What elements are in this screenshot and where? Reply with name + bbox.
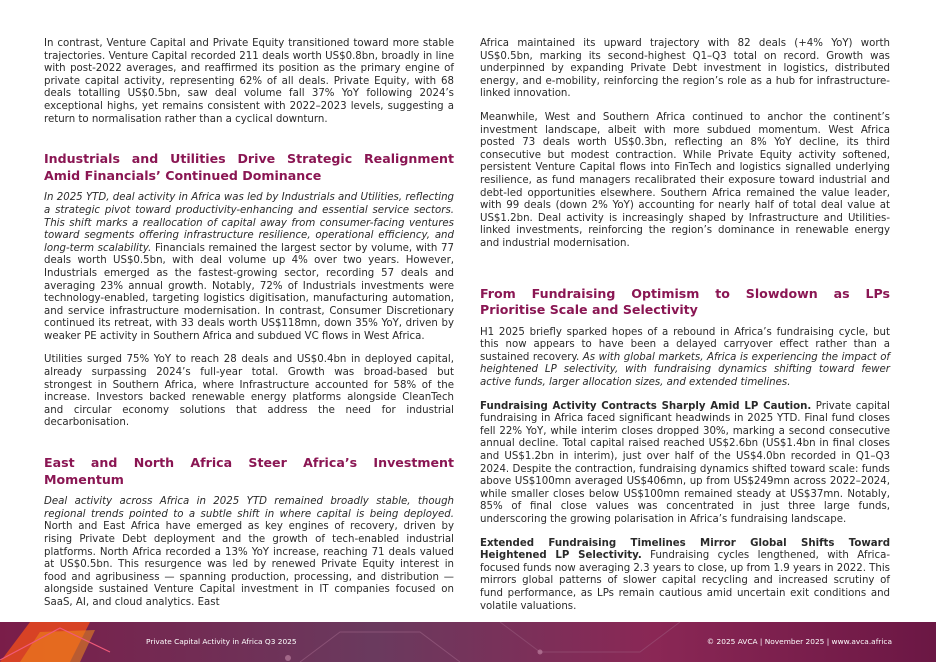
paragraph-fundraising-timelines-text: Fundraising cycles lengthened, with Africa-focused funds now averaging 2.3 years to close, up from 1.9 years in 2022. This mirrors global patterns of slower capital recycling and increased scrutiny of fund performance, as LPs remain cautious amid uncertain exit conditions and volatile valuations. — [480, 550, 890, 612]
footer-circuit-line — [300, 632, 460, 662]
paragraph-fundraising-contracts-bold: Fundraising Activity Contracts Sharply Amid LP Caution. — [480, 400, 812, 412]
paragraph-fundraising-text: H1 2025 briefly sparked hopes of a rebound in Africa’s fundraising cycle, but this now appears to have been a delayed carryover effect rather than a sustained recovery. — [480, 326, 890, 363]
footer-dot — [538, 650, 543, 655]
page-footer — [0, 622, 936, 662]
paragraph-utilities: Utilities surged 75% YoY to reach 28 deals and US$0.4bn in deployed capital, already surpassing 2024’s full-year total. Growth was broad-based but strongest in Southern Africa, where Infrastructure accounted for 58% of the increase. Investors backed renewable energy platforms alongside CleanTech and circular economy solutions that address the need for industrial decarbonisation. — [44, 354, 454, 429]
paragraph-east-africa: Africa maintained its upward trajectory with 82 deals (+4% YoY) worth US$0.5bn, marking its second-highest Q1–Q3 total on record. Growth was underpinned by expanding Private Debt investment in logistics, distributed energy, and e-mobility, reinforcing the region’s role as a hub for infrastructure-linked innovation. — [480, 38, 890, 100]
paragraph-regions-italic: Deal activity across Africa in 2025 YTD remained broadly stable, though regional trends pointed to a subtle shift in where capital is being deployed. — [44, 496, 454, 520]
footer-circuit-line — [500, 622, 680, 652]
paragraph-sectors-italic: In 2025 YTD, deal activity in Africa was led by Industrials and Utilities, reflecting a strategic pivot toward productivity-enhancing and essential service sectors. This shift marks a reallocation of capital away from consumer-facing ventures toward segments offering infrastructure resilience, operational efficiency, and long-term scalability. — [44, 192, 454, 254]
right-column — [480, 38, 890, 624]
spacer — [44, 137, 454, 151]
paragraph-sectors-text: Financials remained the largest sector by volume, with 77 deals worth US$0.5bn, with deal volume up 4% over two years. However, Industrials emerged as the fastest-growing sector, recording 57 deals and averaging 23% annual growth. Notably, 72% of Industrials investments were technology-enabled, targeting logistics digitisation, manufacturing automation, and service infrastructure modernisation. In contrast, Consumer Discretionary continued its retreat, with 33 deals worth US$118mn, down 35% YoY, driven by weaker PE activity in Southern Africa and subdued VC flows in West Africa. — [44, 242, 454, 342]
paragraph-fundraising-contracts — [480, 401, 890, 527]
paragraph-fundraising-italic: As with global markets, Africa is experiencing the impact of heightened LP selectivity, with fundraising dynamics shifting toward fewer active funds, larger allocation sizes, and extended timelines. — [480, 351, 891, 389]
spacer — [44, 441, 454, 455]
paragraph-regions-text: North and East Africa have emerged as key engines of recovery, driven by rising Private Debt deployment and the growth of tech-enabled industrial platforms. North Africa recorded a 13% YoY increase, reaching 71 deals valued at US$0.5bn. This resurgence was led by renewed Private Equity interest in food and agribusiness — spanning production, processing, and distribution — alongside sustained Venture Capital investment in IT companies focused on SaaS, AI, and cloud analytics. East — [44, 521, 454, 608]
paragraph-vc-pe: In contrast, Venture Capital and Private Equity transitioned toward more stable trajectories. Venture Capital recorded 211 deals worth US$0.8bn, broadly in line with post-2022 averages, and reaffirmed its position as the primary engine of private capital activity, representing 62% of all deals. Private Equity, with 68 deals totalling US$0.5bn, saw deal volume fall 37% YoY following 2024’s exceptional highs, yet remains consistent with 2022–2023 levels, suggesting a return to normalisation rather than a cyclical downturn. — [44, 38, 454, 125]
paragraph-sectors — [44, 192, 454, 343]
left-column — [44, 38, 454, 621]
paragraph-fundraising-contracts-text: Private capital fundraising in Africa faced significant headwinds in 2025 YTD. Final fund closes fell 22% YoY, while interim closes dropped 30%, marking a second consecutive annual decline. Total capital raised reached US$2.6bn (US$1.4bn in final closes and US$1.2bn in interim), just over half of the US$4.0bn recorded in Q1–Q3 2024. Despite the contraction, fundraising dynamics shifted toward scale: funds above US$100mn averaged US$406mn, up from US$249mn across 2022–2024, while smaller closes below US$100mn remained steady at US$37mn. Notably, 85% of final close values was concentrated in just three large funds, underscoring the growing polarisation in Africa’s fundraising landscape. — [480, 400, 890, 525]
paragraph-west-southern: Meanwhile, West and Southern Africa continued to anchor the continent’s investment landscape, albeit with more subdued momentum. West Africa posted 73 deals worth US$0.3bn, reflecting an 8% YoY decline, its third consecutive but modest contraction. While Private Equity activity softened, persistent Venture Capital flows into FinTech and logistics signalled underlying resilience, as fund managers recalibrated their exposure toward industrial and debt-led opportunities elsewhere. Southern Africa remained the value leader, with 99 deals (down 2% YoY) accounting for nearly half of total deal value at US$1.2bn. Deal activity is increasingly shaped by Infrastructure and Utilities-linked investments, reinforcing the region’s dominance in renewable energy and industrial modernisation. — [480, 111, 890, 249]
footer-report-title: Private Capital Activity in Africa Q3 2025 — [146, 637, 297, 646]
paragraph-fundraising-intro — [480, 327, 890, 390]
footer-dot — [285, 655, 291, 661]
paragraph-regions — [44, 496, 454, 609]
heading-industrials-utilities: Industrials and Utilities Drive Strategic Realignment Amid Financials’ Continued Dominance — [44, 151, 454, 183]
heading-east-north-africa: East and North Africa Steer Africa’s Investment Momentum — [44, 455, 454, 487]
heading-fundraising: From Fundraising Optimism to Slowdown as LPs Prioritise Scale and Selectivity — [480, 285, 890, 318]
paragraph-fundraising-timelines — [480, 538, 890, 614]
spacer — [480, 262, 890, 286]
footer-copyright: © 2025 AVCA | November 2025 | www.avca.africa — [706, 637, 892, 646]
paragraph-fundraising-timelines-bold: Extended Fundraising Timelines Mirror Global Shifts Toward Heightened LP Selectivity. — [480, 537, 890, 562]
